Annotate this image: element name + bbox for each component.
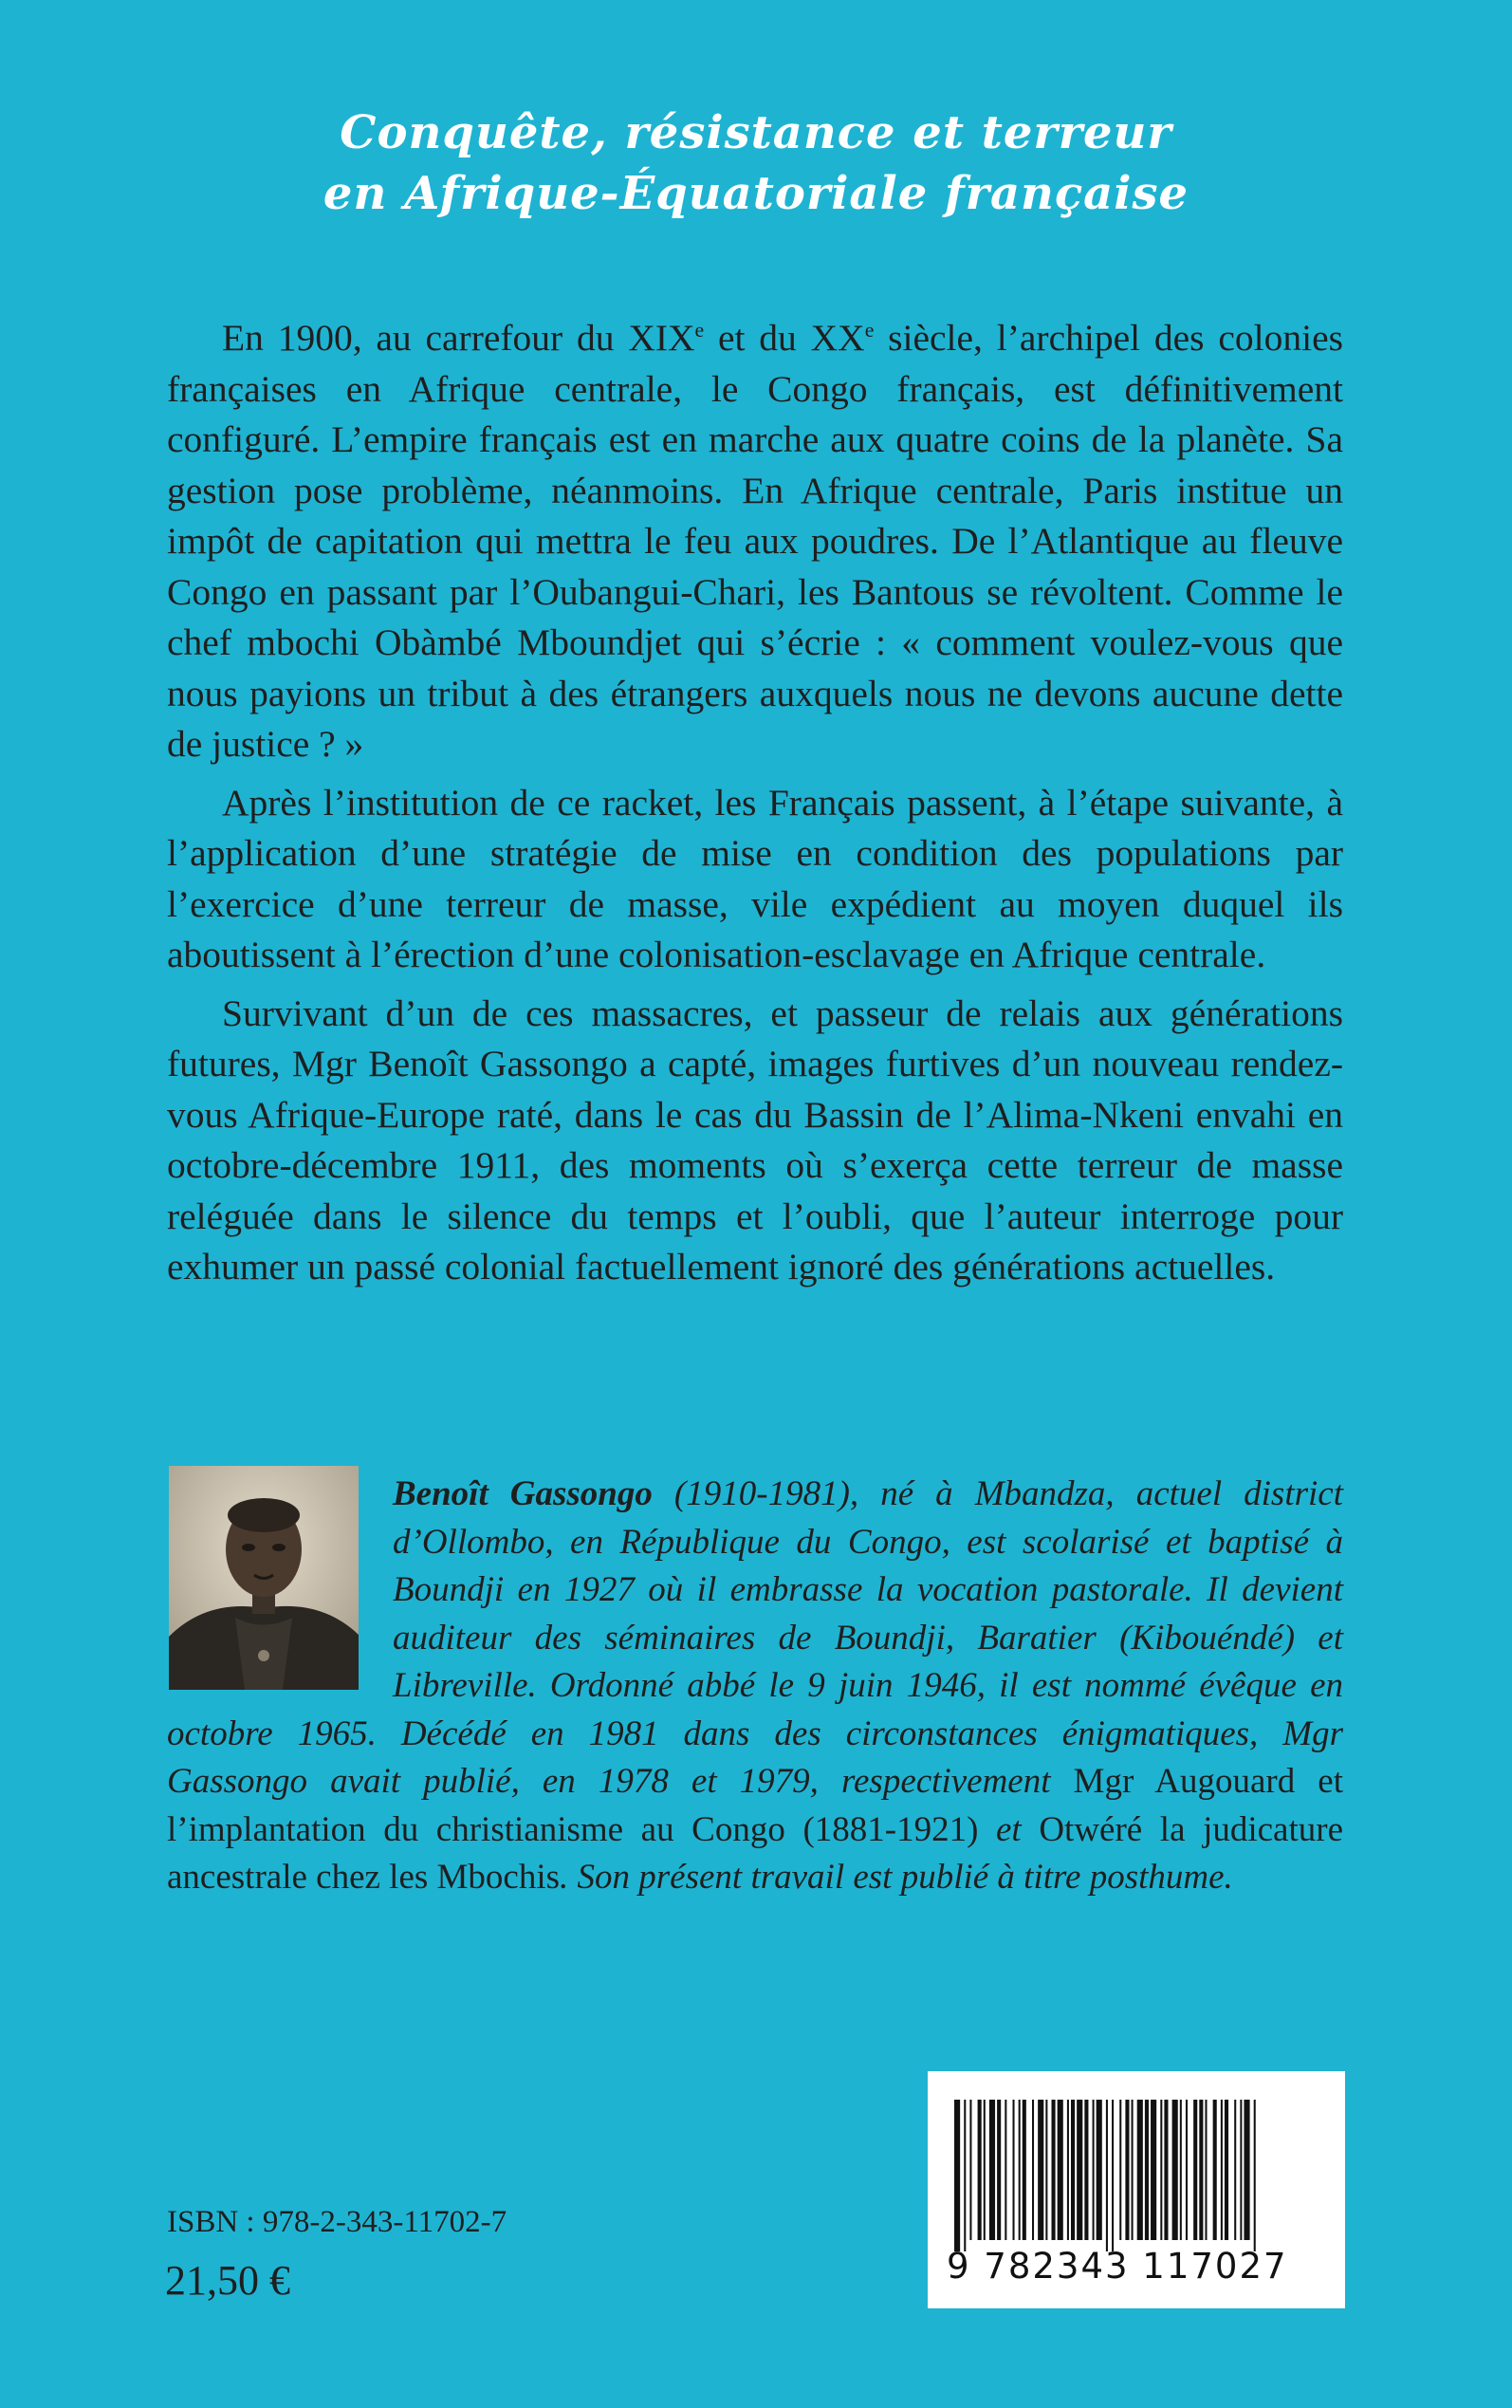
barcode-bar — [1077, 2100, 1082, 2240]
barcode-bar — [1240, 2100, 1242, 2240]
barcode-bar — [1005, 2100, 1006, 2240]
barcode-bars — [954, 2100, 1318, 2251]
author-biography: Benoît Gassongo (1910-1981), né à Mbandza, actuel district d’Ollombo, en République du Congo, est scolarisé et baptisé à Boundji en 1927 où il embrasse la vocation pastorale. Il devient auditeur des séminaires de Boundji, Baratier (Kibouéndé) et Libreville. Ordonné abbé le 9 juin 1946, il est nommé évêque en octobre 1965. Décédé en 1981 dans des circonstances énigmatiques, Mgr Gassongo avait publié, en 1978 et 1979, respectivement Mgr Augouard et l’implantation du christianisme au Congo (1881-1921) et Otwéré la judicature ancestrale chez les Mbochis. Son présent travail est publié à titre posthume. — [167, 1471, 1343, 1902]
barcode — [928, 2071, 1345, 2308]
barcode-bar — [1137, 2100, 1143, 2240]
barcode-bar — [1193, 2100, 1197, 2240]
barcode-bar — [1052, 2100, 1056, 2240]
barcode-bar — [1112, 2100, 1114, 2251]
barcode-bar — [1205, 2100, 1207, 2240]
barcode-bar — [1023, 2100, 1026, 2240]
barcode-bar — [1145, 2100, 1149, 2240]
barcode-bar — [1125, 2100, 1129, 2240]
barcode-bar — [989, 2100, 995, 2240]
barcode-bar — [1254, 2100, 1256, 2251]
barcode-bar — [954, 2100, 960, 2251]
barcode-bar — [1186, 2100, 1188, 2240]
barcode-bar — [1067, 2100, 1069, 2240]
barcode-bar — [1119, 2100, 1121, 2240]
barcode-bar — [1221, 2100, 1223, 2240]
barcode-bar — [1225, 2100, 1228, 2240]
barcode-bar — [1058, 2100, 1063, 2240]
barcode-bar — [1013, 2100, 1015, 2240]
blurb-paragraph-3: Survivant d’un de ces massacres, et passeur de relais aux générations futures, Mgr Benoît Gassongo a capté, images furtives d’un nouveau rendez-vous Afrique-Europe raté, dans le cas du Bassin de l’Alima-Nkeni envahi en octobre-décembre 1911, des moments où s’exerça cette terreur de masse reléguée dans le silence du temps et l’oubli, que l’auteur interroge pour exhumer un passé colonial factuellement ignoré des générations actuelles. — [167, 991, 1343, 1287]
book-title — [0, 102, 1512, 224]
barcode-bar — [1071, 2100, 1075, 2240]
portrait-spacer — [167, 1471, 393, 1708]
price: 21,50 € — [165, 2257, 290, 2304]
title-line-1: Conquête, résistance et terreur — [340, 106, 1172, 159]
author-name: Benoît Gassongo — [393, 1474, 653, 1513]
barcode-bar — [978, 2100, 982, 2240]
isbn: ISBN : 978-2-343-11702-7 — [167, 2205, 507, 2239]
barcode-bar — [1132, 2100, 1134, 2240]
title-line-2: en Afrique-Équatoriale française — [323, 167, 1189, 220]
barcode-bar — [1038, 2100, 1043, 2240]
barcode-bar — [1045, 2100, 1047, 2240]
barcode-bar — [1234, 2100, 1236, 2240]
barcode-bar — [1097, 2100, 1102, 2240]
barcode-bar — [1084, 2100, 1088, 2240]
book-title-1: Mgr Augouard et l’implantation du christianisme au Congo (1881-1921) — [167, 1762, 1343, 1849]
barcode-bar — [1019, 2100, 1021, 2240]
barcode-bar — [964, 2100, 966, 2251]
barcode-bar — [1160, 2100, 1162, 2240]
barcode-bar — [1180, 2100, 1182, 2240]
book-title-2: Otwéré la judicature ancestrale chez les Mbochis — [167, 1809, 1344, 1897]
barcode-bar — [1244, 2100, 1249, 2240]
barcode-bar — [1164, 2100, 1168, 2240]
blurb-paragraph-1: En 1900, au carrefour du XIXe et du XXe siècle, l’archipel des colonies françaises en Afrique centrale, le Congo français, est définitivement configuré. L’empire français est en marche aux quatre coins de la planète. Sa gestion pose problème, néanmoins. En Afrique centrale, Paris institue un impôt de capitation qui mettra le feu aux poudres. De l’Atlantique au fleuve Congo en passant par l’Oubangui-Chari, les Bantous se révoltent. Comme le chef mbochi Obàmbé Mboundjet qui s’écrie : « comment voulez-vous que nous payions un tribut à des étrangers auxquels nous ne devons aucune dette de justice ? » — [167, 317, 1343, 765]
barcode-bar — [997, 2100, 1001, 2240]
barcode-bar — [1106, 2100, 1108, 2251]
barcode-bar — [984, 2100, 986, 2240]
blurb — [167, 313, 1343, 1293]
barcode-bar — [1032, 2100, 1034, 2240]
blurb-paragraph-2: Après l’institution de ce racket, les Français passent, à l’étape suivante, à l’application d’une stratégie de mise en condition des populations par l’exercice d’une terreur de masse, vile expédient au moyen duquel ils aboutissent à l’érection d’une colonisation-esclavage en Afrique centrale. — [167, 781, 1343, 975]
barcode-bar — [1172, 2100, 1178, 2240]
barcode-digits: 9 782343 117027 — [947, 2246, 1288, 2287]
barcode-bar — [1199, 2100, 1203, 2240]
barcode-bar — [1213, 2100, 1217, 2240]
barcode-bar — [1093, 2100, 1095, 2240]
barcode-bar — [1151, 2100, 1156, 2240]
barcode-bar — [969, 2100, 971, 2240]
